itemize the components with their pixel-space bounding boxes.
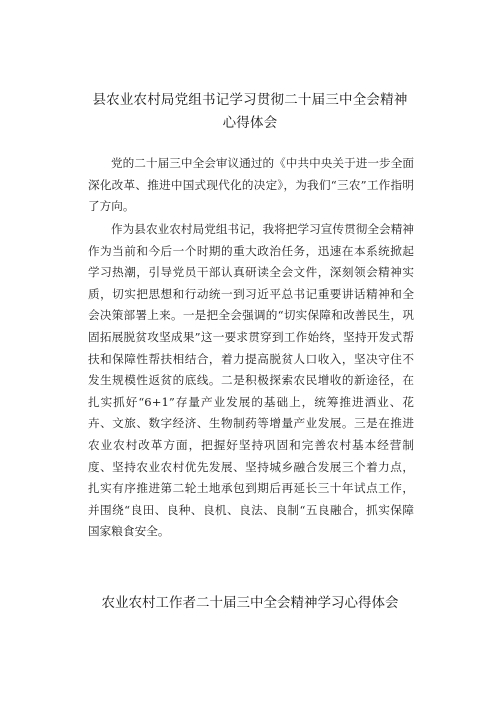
- paragraph: 党的二十届三中全会审议通过的《中共中央关于进一步全面深化改革、推进中国式现代化的决定》，为我们“三农”工作指明了方向。: [88, 156, 414, 214]
- document-title-line-1: 县农业农村局党组书记学习贯彻二十届三中全会精神: [92, 92, 408, 108]
- paragraph-block-2: [88, 219, 414, 543]
- next-article-title: 农业农村工作者二十届三中全会精神学习心得体会: [101, 595, 399, 611]
- paragraph: 作为县农业农村局党组书记，我将把学习宣传贯彻全会精神作为当前和今后一个时期的重大政治任务，迅速在本系统掀起学习热潮，引导党员干部认真研读全会文件，深刻领会精神实质，切实把思想和行动统一到习近平总书记重要讲话精神和全会决策部署上来。一是把全会强调的“切实保障和改善民生，巩固拓展脱贫攻坚成果”这一要求贯穿到工作始终，坚持开发式帮扶和保障性帮扶相结合，着力提高脱贫人口收入，坚决守住不发生规模性返贫的底线。二是积极探索农民增收的新途径，在扎实抓好“6+1”存量产业发展的基础上，统筹推进酒业、花卉、文旅、数字经济、生物制药等增量产业发展。三是在推进农业农村改革方面，把握好坚持巩固和完善农村基本经营制度、坚持农业农村优先发展、坚持城乡融合发展三个着力点，扎实有序推进第二轮土地承包到期后再延长三十年试点工作，并围绕“良田、良种、良机、良法、良制“五良融合，抓实保障国家粮食安全。: [88, 222, 414, 539]
- paragraph-block-1: [88, 153, 414, 218]
- document-title-line-2: 心得体会: [222, 115, 278, 131]
